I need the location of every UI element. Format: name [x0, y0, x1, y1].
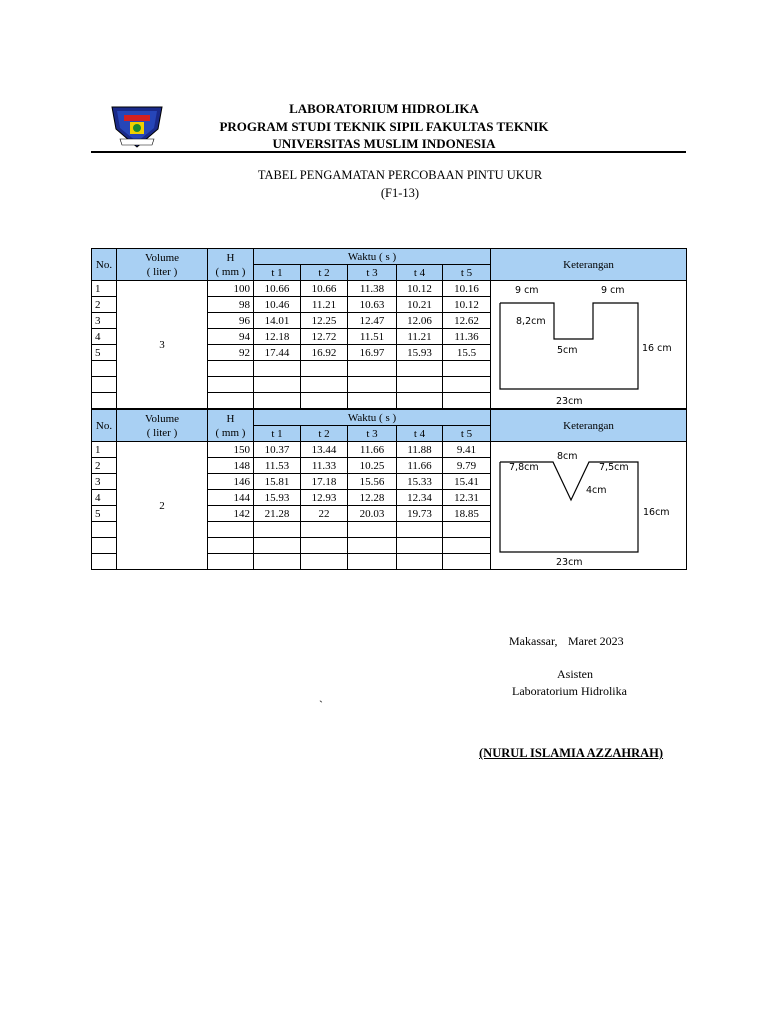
- t-value: 18.85: [443, 506, 491, 522]
- col-header-t4: t 4: [397, 426, 443, 442]
- rectangular-notch-sketch: [491, 281, 687, 409]
- row-no: 1: [92, 442, 117, 458]
- t-value: 20.03: [348, 506, 397, 522]
- t-value: 15.56: [348, 474, 397, 490]
- col-header-t5: t 5: [443, 426, 491, 442]
- col-header-keterangan: Keterangan: [491, 249, 687, 281]
- t-value: 11.66: [348, 442, 397, 458]
- t-value: 11.33: [301, 458, 348, 474]
- t-value: 10.25: [348, 458, 397, 474]
- t-value: 15.5: [443, 345, 491, 361]
- label-height: 16cm: [643, 507, 670, 518]
- t-value: 15.93: [397, 345, 443, 361]
- label-notch-depth: 8,2cm: [516, 316, 546, 327]
- col-header-t2: t 2: [301, 426, 348, 442]
- t-value: 12.93: [301, 490, 348, 506]
- t-value: 10.12: [397, 281, 443, 297]
- t-value: 10.46: [254, 297, 301, 313]
- h-value: 148: [208, 458, 254, 474]
- h-value: 92: [208, 345, 254, 361]
- label-width: 23cm: [556, 396, 583, 407]
- signature-name: (NURUL ISLAMIA AZZAHRAH): [479, 746, 664, 760]
- stray-mark: `: [319, 698, 323, 712]
- t-value: 15.81: [254, 474, 301, 490]
- col-header-volume: Volume ( liter ): [117, 249, 208, 281]
- observation-table-1: [91, 248, 687, 409]
- t-value: 11.51: [348, 329, 397, 345]
- row-no: 4: [92, 490, 117, 506]
- t-value: 10.63: [348, 297, 397, 313]
- t-value: 14.01: [254, 313, 301, 329]
- label-left-side: 7,8cm: [509, 462, 539, 473]
- row-no: 3: [92, 313, 117, 329]
- col-header-no: No.: [92, 410, 117, 442]
- col-header-waktu: Waktu ( s ): [254, 249, 491, 265]
- t-value: 9.79: [443, 458, 491, 474]
- col-header-waktu: Waktu ( s ): [254, 410, 491, 426]
- label-height: 16 cm: [642, 343, 672, 354]
- col-header-h: H ( mm ): [208, 410, 254, 442]
- t-value: 9.41: [443, 442, 491, 458]
- t-value: 17.18: [301, 474, 348, 490]
- t-value: 10.12: [443, 297, 491, 313]
- t-value: 10.16: [443, 281, 491, 297]
- t-value: 16.92: [301, 345, 348, 361]
- table-row: [92, 281, 687, 297]
- lab-name: LABORATORIUM HIDROLIKA: [289, 101, 479, 116]
- t-value: 10.37: [254, 442, 301, 458]
- page-title: TABEL PENGAMATAN PERCOBAAN PINTU UKUR: [257, 168, 543, 182]
- col-header-t3: t 3: [348, 426, 397, 442]
- row-no: 2: [92, 297, 117, 313]
- program-name: PROGRAM STUDI TEKNIK SIPIL FAKULTAS TEKNIK: [219, 119, 549, 134]
- t-value: 10.66: [254, 281, 301, 297]
- col-header-t5: t 5: [443, 265, 491, 281]
- row-no: 5: [92, 506, 117, 522]
- t-value: 12.62: [443, 313, 491, 329]
- t-value: 12.06: [397, 313, 443, 329]
- t-value: 11.88: [397, 442, 443, 458]
- row-no: 5: [92, 345, 117, 361]
- row-no: 1: [92, 281, 117, 297]
- col-header-t3: t 3: [348, 265, 397, 281]
- col-header-t1: t 1: [254, 265, 301, 281]
- t-value: 12.28: [348, 490, 397, 506]
- row-no: 4: [92, 329, 117, 345]
- volume-cell: 3: [117, 281, 208, 409]
- col-header-t4: t 4: [397, 265, 443, 281]
- h-value: 150: [208, 442, 254, 458]
- row-no: 3: [92, 474, 117, 490]
- keterangan-sketch-cell: [491, 281, 687, 409]
- signature-date: Maret 2023: [568, 634, 624, 648]
- page-subtitle: (F1-13): [380, 186, 420, 200]
- col-header-no: No.: [92, 249, 117, 281]
- h-value: 146: [208, 474, 254, 490]
- t-value: 11.21: [301, 297, 348, 313]
- observation-table-2: [91, 409, 687, 570]
- t-value: 12.25: [301, 313, 348, 329]
- t-value: 12.18: [254, 329, 301, 345]
- t-value: 11.36: [443, 329, 491, 345]
- h-value: 98: [208, 297, 254, 313]
- t-value: 11.38: [348, 281, 397, 297]
- label-notch-width: 5cm: [557, 345, 578, 356]
- h-value: 144: [208, 490, 254, 506]
- t-value: 12.31: [443, 490, 491, 506]
- label-top: 8cm: [557, 451, 578, 462]
- university-name: UNIVERSITAS MUSLIM INDONESIA: [272, 136, 496, 151]
- col-header-h: H ( mm ): [208, 249, 254, 281]
- h-value: 142: [208, 506, 254, 522]
- label-left-top: 9 cm: [515, 285, 539, 296]
- t-value: 22: [301, 506, 348, 522]
- t-value: 11.53: [254, 458, 301, 474]
- t-value: 15.93: [254, 490, 301, 506]
- keterangan-sketch-cell: [491, 442, 687, 570]
- t-value: 12.34: [397, 490, 443, 506]
- row-no: 2: [92, 458, 117, 474]
- h-value: 100: [208, 281, 254, 297]
- t-value: 12.72: [301, 329, 348, 345]
- signature-lab: Laboratorium Hidrolika: [512, 684, 627, 698]
- t-value: 21.28: [254, 506, 301, 522]
- t-value: 15.41: [443, 474, 491, 490]
- signature-place: Makassar,: [509, 634, 558, 648]
- header-divider: [91, 151, 686, 153]
- label-width: 23cm: [556, 557, 583, 568]
- label-right-side: 7,5cm: [599, 462, 629, 473]
- v-notch-sketch: [491, 442, 687, 570]
- t-value: 17.44: [254, 345, 301, 361]
- t-value: 10.21: [397, 297, 443, 313]
- t-value: 11.66: [397, 458, 443, 474]
- col-header-t1: t 1: [254, 426, 301, 442]
- label-right-top: 9 cm: [601, 285, 625, 296]
- label-notch-depth: 4cm: [586, 485, 607, 496]
- col-header-volume: Volume ( liter ): [117, 410, 208, 442]
- t-value: 10.66: [301, 281, 348, 297]
- t-value: 13.44: [301, 442, 348, 458]
- col-header-t2: t 2: [301, 265, 348, 281]
- volume-cell: 2: [117, 442, 208, 570]
- h-value: 96: [208, 313, 254, 329]
- t-value: 12.47: [348, 313, 397, 329]
- h-value: 94: [208, 329, 254, 345]
- t-value: 15.33: [397, 474, 443, 490]
- t-value: 16.97: [348, 345, 397, 361]
- table-row: [92, 442, 687, 458]
- col-header-keterangan: Keterangan: [491, 410, 687, 442]
- t-value: 11.21: [397, 329, 443, 345]
- t-value: 19.73: [397, 506, 443, 522]
- signature-role: Asisten: [557, 667, 593, 681]
